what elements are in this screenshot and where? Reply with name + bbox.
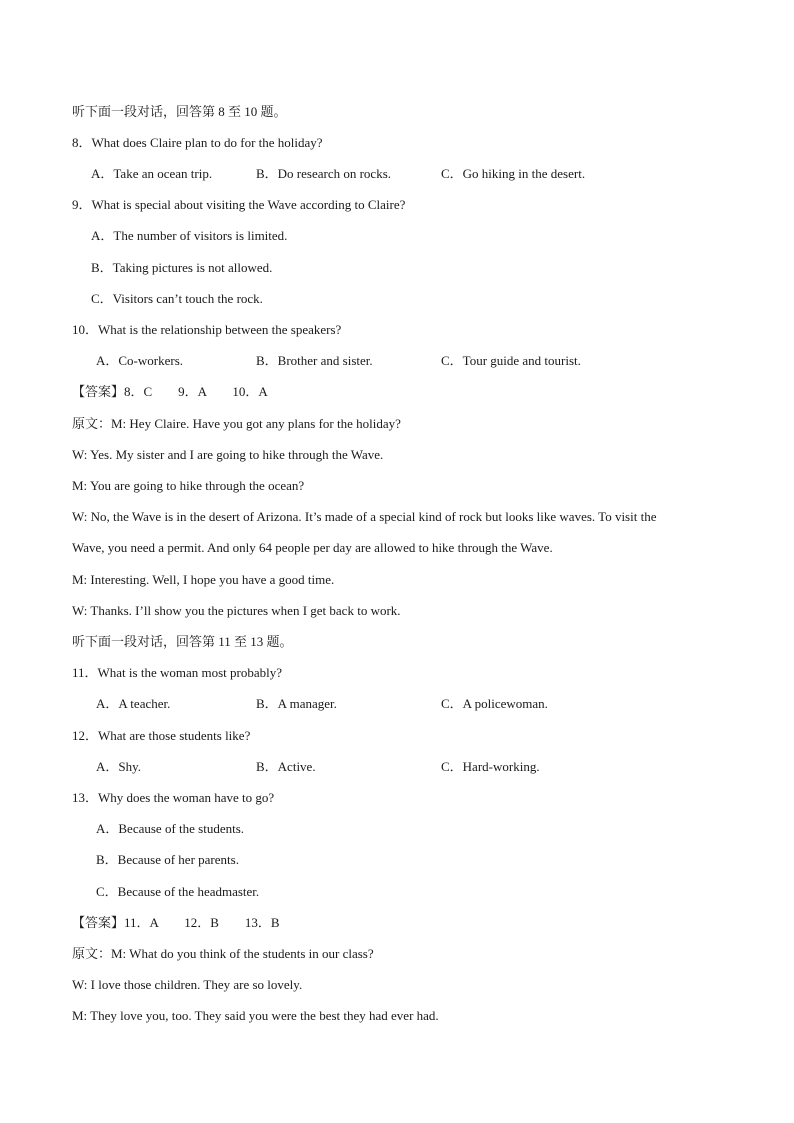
- option-a: A．Because of the students.: [96, 821, 245, 836]
- option-b: B．Brother and sister.: [256, 353, 373, 368]
- transcript-line: M: Interesting. Well, I hope you have a good time.: [72, 572, 335, 587]
- section-intro: 听下面一段对话，回答第 11 至 13 题。: [72, 634, 293, 649]
- option-a: A．Co-workers.: [96, 353, 184, 368]
- option-b: B．Because of her parents.: [96, 852, 239, 867]
- transcript-line: W: No, the Wave is in the desert of Arizona. It’s made of a special kind of rock but looks like waves. To visit the: [72, 509, 657, 524]
- option-b: B．Do research on rocks.: [256, 166, 392, 181]
- option-a: A．Take an ocean trip.: [91, 166, 213, 181]
- question-11-stem: 11．What is the woman most probably?: [72, 665, 283, 680]
- question-8-stem: 8．What does Claire plan to do for the holiday?: [72, 135, 323, 150]
- question-12-stem: 12．What are those students like?: [72, 728, 251, 743]
- option-a: A．A teacher.: [96, 696, 171, 711]
- option-c: C．Tour guide and tourist.: [441, 353, 581, 368]
- question-9-stem: 9．What is special about visiting the Wave according to Claire?: [72, 197, 406, 212]
- transcript-line: 原文：M: Hey Claire. Have you got any plans for the holiday?: [72, 416, 401, 431]
- transcript-line: M: They love you, too. They said you were the best they had ever had.: [72, 1008, 439, 1023]
- option-c: C．Go hiking in the desert.: [441, 166, 586, 181]
- question-10-stem: 10．What is the relationship between the speakers?: [72, 322, 342, 337]
- transcript-line: W: I love those children. They are so lovely.: [72, 977, 303, 992]
- answer-key: 【答案】8．C 9．A 10．A: [72, 384, 268, 399]
- option-c: C．Hard-working.: [441, 759, 540, 774]
- option-b: B．Active.: [256, 759, 316, 774]
- option-b: B．Taking pictures is not allowed.: [91, 260, 273, 275]
- option-c: C．Because of the headmaster.: [96, 884, 260, 899]
- transcript-line: Wave, you need a permit. And only 64 people per day are allowed to hike through the Wave.: [72, 540, 553, 555]
- question-13-stem: 13．Why does the woman have to go?: [72, 790, 275, 805]
- transcript-line: W: Yes. My sister and I are going to hike through the Wave.: [72, 447, 384, 462]
- transcript-line: 原文：M: What do you think of the students in our class?: [72, 946, 374, 961]
- option-a: A．The number of visitors is limited.: [91, 228, 288, 243]
- transcript-line: M: You are going to hike through the ocean?: [72, 478, 305, 493]
- option-a: A．Shy.: [96, 759, 142, 774]
- section-intro: 听下面一段对话，回答第 8 至 10 题。: [72, 104, 287, 119]
- option-c: C．A policewoman.: [441, 696, 548, 711]
- option-b: B．A manager.: [256, 696, 337, 711]
- answer-key: 【答案】11．A 12．B 13．B: [72, 915, 280, 930]
- transcript-line: W: Thanks. I’ll show you the pictures when I get back to work.: [72, 603, 401, 618]
- option-c: C．Visitors can’t touch the rock.: [91, 291, 263, 306]
